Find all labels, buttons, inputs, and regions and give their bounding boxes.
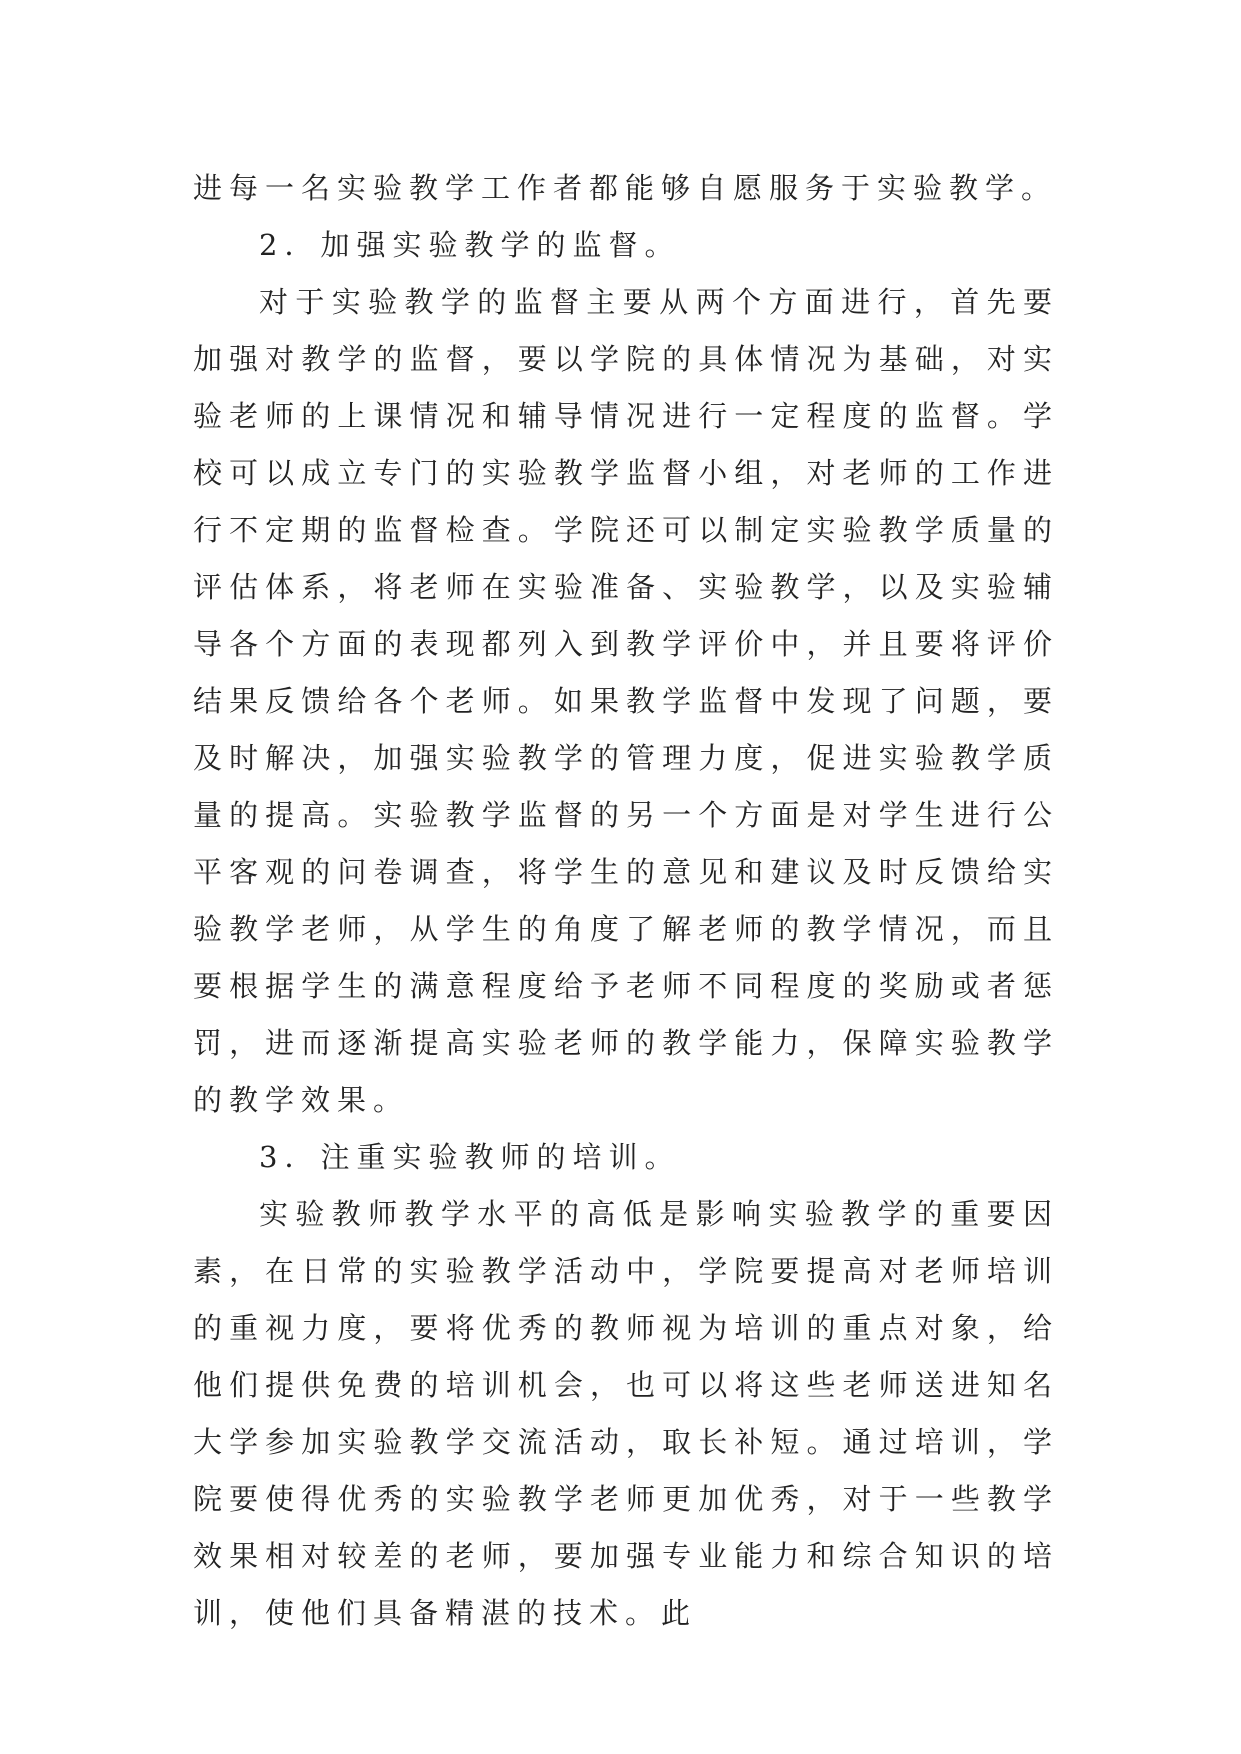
paragraph-continuation: 进每一名实验教学工作者都能够自愿服务于实验教学。 [193, 171, 1058, 205]
heading-training: 3．注重实验教师的培训。 [259, 1140, 681, 1174]
paragraph-supervision: 对于实验教学的监督主要从两个方面进行，首先要加强对教学的监督，要以学院的具体情况为基础，对实验老师的上课情况和辅导情况进行一定程度的监督。学校可以成立专门的实验教学监督小组，对老师的工作进行不定期的监督检查。学院还可以制定实验教学质量的评估体系，将老师在实验准备、实验教学，以及实验辅导各个方面的表现都列入到教学评价中，并且要将评价结果反馈给各个老师。如果教学监督中发现了问题，要及时解决，加强实验教学的管理力度，促进实验教学质量的提高。实验教学监督的另一个方面是对学生进行公平客观的问卷调查，将学生的意见和建议及时反馈给实验教学老师，从学生的角度了解老师的教学情况，而且要根据学生的满意程度给予老师不同程度的奖励或者惩罚，进而逐渐提高实验老师的教学能力，保障实验教学的教学效果。 [193, 285, 1059, 1117]
body-text [193, 160, 1059, 1642]
heading-supervision: 2．加强实验教学的监督。 [259, 228, 681, 262]
paragraph-training: 实验教师教学水平的高低是影响实验教学的重要因素，在日常的实验教学活动中，学院要提高对老师培训的重视力度，要将优秀的教师视为培训的重点对象，给他们提供免费的培训机会，也可以将这些老师送进知名大学参加实验教学交流活动，取长补短。通过培训，学院要使得优秀的实验教学老师更加优秀，对于一些教学效果相对较差的老师，要加强专业能力和综合知识的培训，使他们具备精湛的技术。此 [193, 1197, 1059, 1630]
